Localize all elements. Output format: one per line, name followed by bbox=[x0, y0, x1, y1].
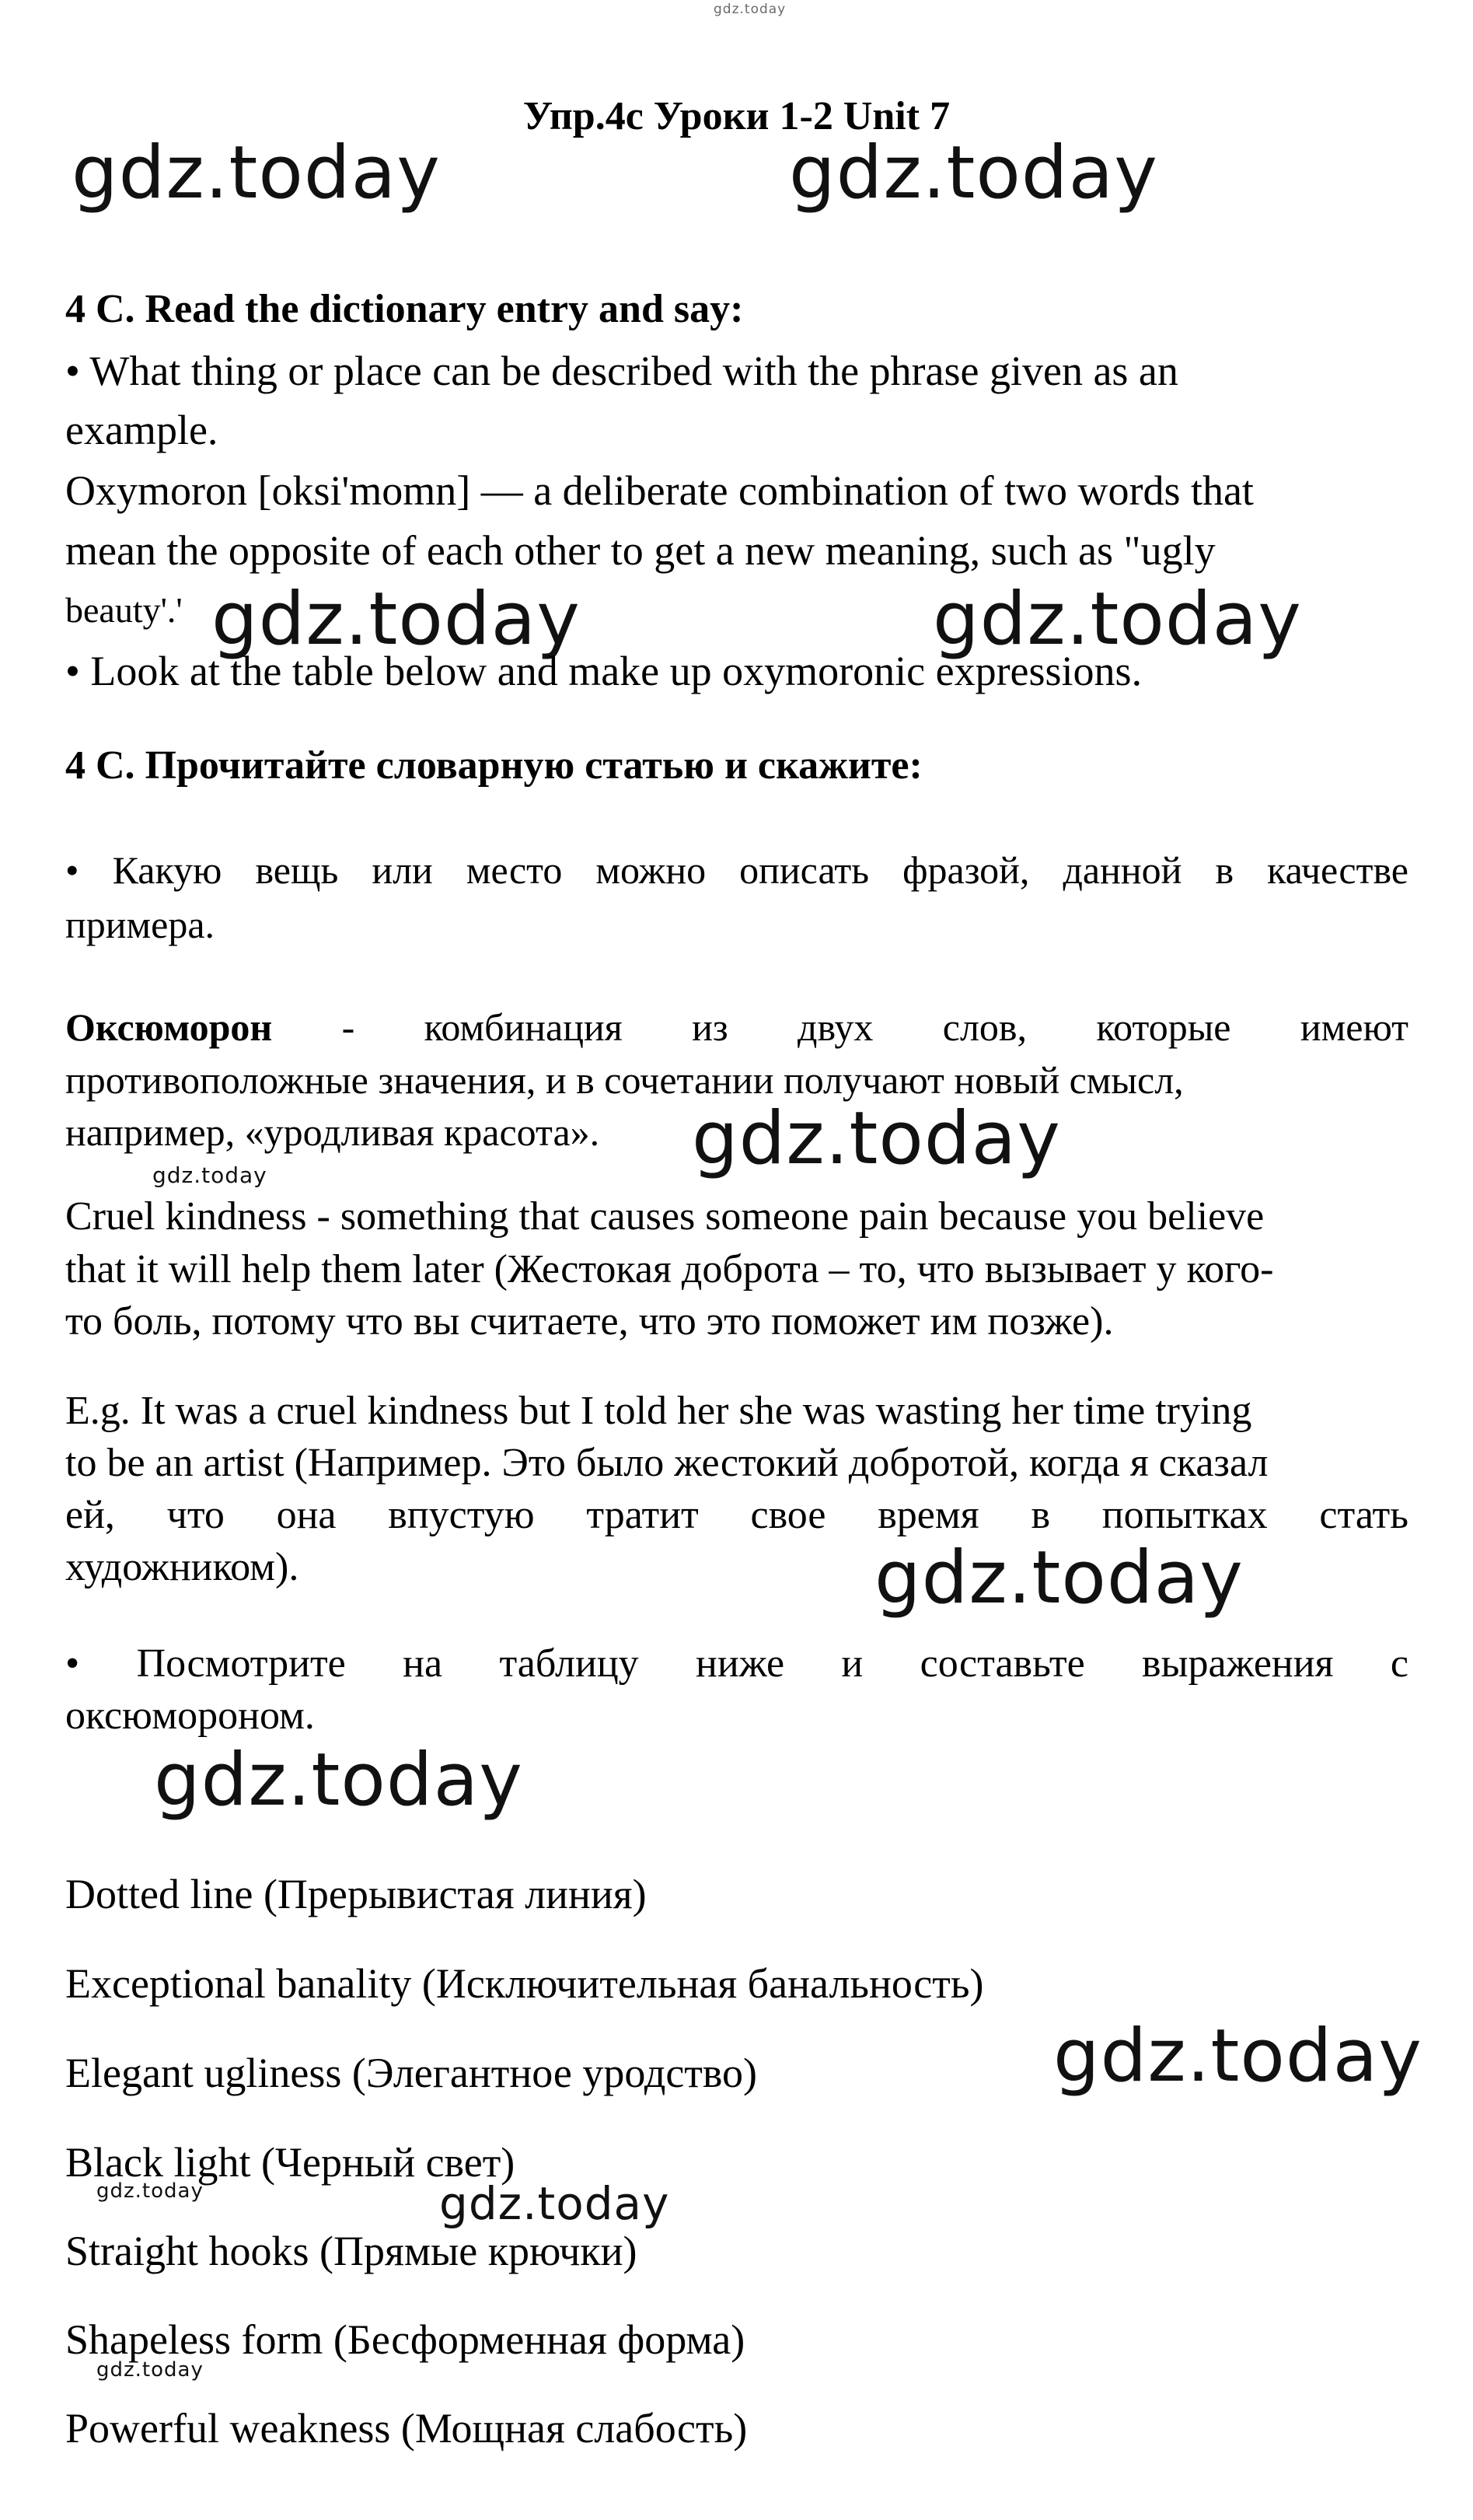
watermark-small: gdz.today bbox=[96, 2358, 204, 2382]
watermark: gdz.today bbox=[874, 1536, 1244, 1620]
watermark: gdz.today bbox=[154, 1738, 523, 1823]
english-bullet-2: • Look at the table below and make up oxymoronic expressions. bbox=[65, 648, 1143, 694]
english-bullet-1-line-1: • What thing or place can be described with the phrase given as an bbox=[65, 348, 1178, 394]
russian-heading: 4 C. Прочитайте словарную статью и скажите: bbox=[65, 743, 923, 788]
russian-bullet-1-line-2: примера. bbox=[65, 903, 215, 946]
watermark-top: gdz.today bbox=[714, 2, 787, 17]
example-line-3: ей, что она впустую тратит свое время в попытках стать bbox=[65, 1493, 1408, 1537]
answer-item: Elegant ugliness (Элегантное уродство) bbox=[65, 2050, 757, 2096]
russian-bullet-1-line-1: • Какую вещь или место можно описать фразой, данной в качестве bbox=[65, 848, 1408, 892]
english-definition-line-2: mean the opposite of each other to get a new meaning, such as "ugly bbox=[65, 527, 1216, 574]
cruel-kindness-line-2: that it will help them later (Жестокая доброта – то, что вызывает у кого- bbox=[65, 1247, 1274, 1291]
watermark: gdz.today bbox=[439, 2177, 670, 2230]
english-definition-line-3: beauty'.' bbox=[65, 590, 183, 630]
russian-bullet-2-line-1: • Посмотрите на таблицу ниже и составьте выражения с bbox=[65, 1641, 1408, 1686]
watermark: gdz.today bbox=[933, 577, 1302, 662]
watermark: gdz.today bbox=[692, 1096, 1061, 1181]
answer-item: Powerful weakness (Мощная слабость) bbox=[65, 2405, 748, 2452]
answer-item: Dotted line (Прерывистая линия) bbox=[65, 1871, 647, 1917]
english-definition-line-1: Oxymoron [oksi'momn] — a deliberate combination of two words that bbox=[65, 467, 1254, 514]
answer-item: Straight hooks (Прямые крючки) bbox=[65, 2228, 637, 2274]
watermark: gdz.today bbox=[211, 577, 581, 662]
page-title: Упр.4c Уроки 1-2 Unit 7 bbox=[522, 94, 951, 138]
russian-definition-line-1 bbox=[65, 1005, 1408, 1050]
watermark: gdz.today bbox=[1053, 2014, 1422, 2099]
russian-definition-line-2: противоположные значения, и в сочетании получают новый смысл, bbox=[65, 1058, 1184, 1102]
answer-item: Exceptional banality (Исключительная банальность) bbox=[65, 1960, 984, 2007]
example-line-4: художником). bbox=[65, 1545, 299, 1589]
definition-term: Оксюморон bbox=[65, 1005, 273, 1049]
russian-bullet-2-line-2: оксюмороном. bbox=[65, 1693, 315, 1738]
russian-definition-line-3: например, «уродливая красота». bbox=[65, 1110, 600, 1154]
answer-item: Black light (Черный свет) bbox=[65, 2139, 515, 2186]
watermark-small: gdz.today bbox=[96, 2179, 204, 2203]
cruel-kindness-line-3: то боль, потому что вы считаете, что это поможет им позже). bbox=[65, 1299, 1114, 1344]
english-heading: 4 C. Read the dictionary entry and say: bbox=[65, 287, 744, 331]
example-line-1: E.g. It was a cruel kindness but I told her she was wasting her time trying bbox=[65, 1389, 1252, 1433]
example-line-2: to be an artist (Например. Это было жестокий добротой, когда я сказал bbox=[65, 1441, 1269, 1485]
english-bullet-1-line-2: example. bbox=[65, 407, 218, 453]
watermark-small: gdz.today bbox=[152, 1162, 267, 1188]
definition-rest: - комбинация из двух слов, которые имеют bbox=[341, 1005, 1408, 1049]
answer-item: Shapeless form (Бесформенная форма) bbox=[65, 2316, 745, 2363]
watermark: gdz.today bbox=[789, 131, 1158, 215]
watermark: gdz.today bbox=[72, 131, 441, 215]
cruel-kindness-line-1: Cruel kindness - something that causes someone pain because you believe bbox=[65, 1194, 1265, 1239]
